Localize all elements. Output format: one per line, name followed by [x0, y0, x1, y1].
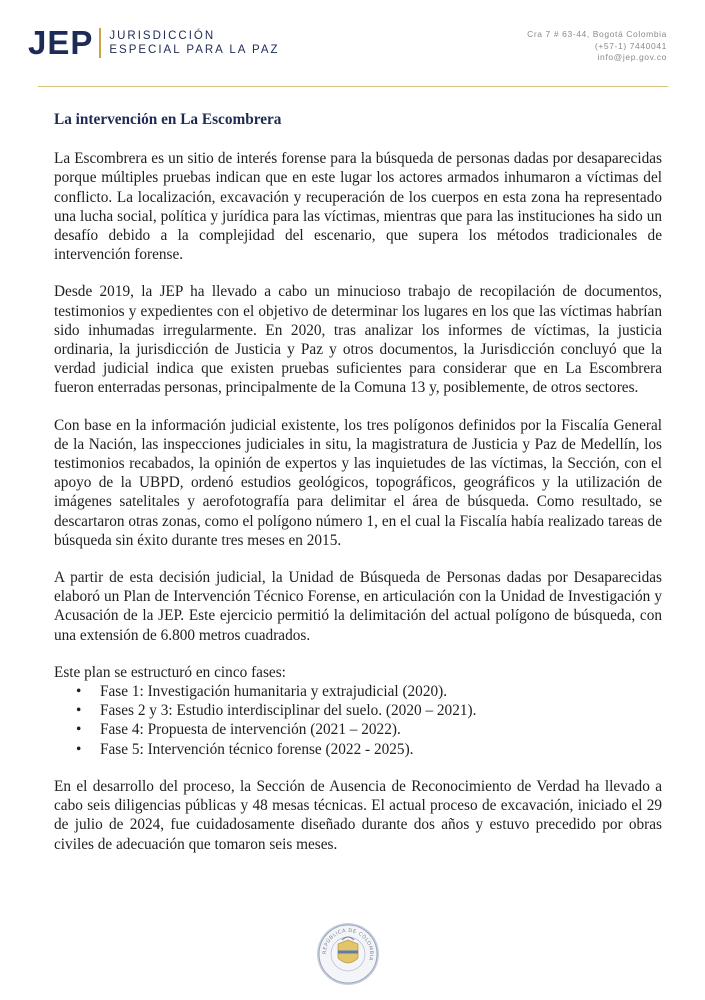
document-body	[54, 110, 662, 872]
paragraph: La Escombrera es un sitio de interés forense para la búsqueda de personas dadas por desaparecidas porque múltiples pruebas indican que en este lugar los actores armados inhumaron a víctimas del conflicto. La localización, excavación y recuperación de los cuerpos en esta zona ha representado una lucha social, política y jurídica para las víctimas, mientras que para las instituciones ha sido un desafío debido a la complejidad del escenario, que supera los métodos tradicionales de intervención forense.	[54, 150, 662, 264]
jep-logo	[28, 24, 280, 61]
bullet-icon: •	[76, 702, 82, 720]
paragraph: Desde 2019, la JEP ha llevado a cabo un minucioso trabajo de recopilación de documentos, testimonios y expedientes con el objetivo de determinar los lugares en los que las víctimas habrían sido inhumadas irregularmente. En 2020, tras analizar los informes de víctimas, la justicia ordinaria, la jurisdicción de Justicia y Paz y otros documentos, la Jurisdicción concluyó que la verdad judicial indica que existen pruebas suficientes para considerar que en La Escombrera fueron enterradas personas, principalmente de la Comuna 13 y, posiblemente, de otros sectores.	[54, 283, 662, 397]
seal-text: REPÚBLICA DE COLOMBIA	[321, 927, 375, 962]
list-item	[54, 740, 662, 759]
list-item	[54, 682, 662, 701]
phases-intro: Este plan se estructuró en cinco fases:	[54, 663, 286, 681]
phase-list	[54, 682, 662, 759]
bullet-icon: •	[76, 721, 82, 739]
bullet-icon: •	[76, 683, 82, 701]
logo-divider	[99, 28, 101, 58]
closing-paragraph: En el desarrollo del proceso, la Sección de Ausencia de Reconocimiento de Verdad ha llevado a cabo seis diligencias públicas y 48 mesas técnicas. El actual proceso de excavación, iniciado el 29 de julio de 2024, fue cuidadosamente diseñado durante dos años y estuvo precedido por obras civiles de adecuación que tomaron seis meses.	[54, 777, 662, 853]
contact-email: info@jep.gov.co	[597, 52, 667, 62]
logo-line-1: JURISDICCIÓN	[109, 30, 216, 42]
republica-de-colombia-seal-icon	[316, 922, 380, 986]
list-item	[54, 720, 662, 739]
logo-mark: JEP	[28, 24, 94, 61]
page-header	[0, 0, 705, 88]
phase-text: Fases 2 y 3: Estudio interdisciplinar del suelo. (2020 – 2021).	[100, 702, 477, 720]
contact-info	[527, 29, 667, 64]
header-divider	[38, 86, 668, 87]
bullet-icon: •	[76, 740, 82, 758]
phase-text: Fase 4: Propuesta de intervención (2021 – 2022).	[100, 721, 401, 739]
logo-line-2: ESPECIAL PARA LA PAZ	[109, 44, 280, 56]
phase-text: Fase 1: Investigación humanitaria y extrajudicial (2020).	[100, 683, 448, 701]
list-item	[54, 701, 662, 720]
paragraph: A partir de esta decisión judicial, la Unidad de Búsqueda de Personas dadas por Desaparecidas elaboró un Plan de Intervención Técnico Forense, en articulación con la Unidad de Investigación y Acusación de la JEP. Este ejercicio permitió la delimitación del actual polígono de búsqueda, con una extensión de 6.800 metros cuadrados.	[54, 569, 662, 644]
paragraph: Con base en la información judicial existente, los tres polígonos definidos por la Fiscalía General de la Nación, las inspecciones judiciales in situ, la magistratura de Justicia y Paz de Medellín, los testimonios recabados, la opinión de expertos y las inquietudes de las víctimas, la Sección, con el apoyo de la UBPD, ordenó estudios geológicos, topográficos, geográficos y la utilización de imágenes satelitales y aerofotografía para delimitar el área de búsqueda. Como resultado, se descartaron otras zonas, como el polígono número 1, en el cual la Fiscalía había realizado tareas de búsqueda sin éxito durante tres meses en 2015.	[54, 416, 662, 549]
logo-text	[109, 29, 279, 57]
contact-phone: (+57-1) 7440041	[594, 40, 667, 51]
contact-address: Cra 7 # 63-44, Bogotá Colombia	[527, 29, 667, 39]
document-title: La intervención en La Escombrera	[54, 111, 282, 128]
phase-text: Fase 5: Intervención técnico forense (2022 - 2025).	[100, 740, 414, 758]
